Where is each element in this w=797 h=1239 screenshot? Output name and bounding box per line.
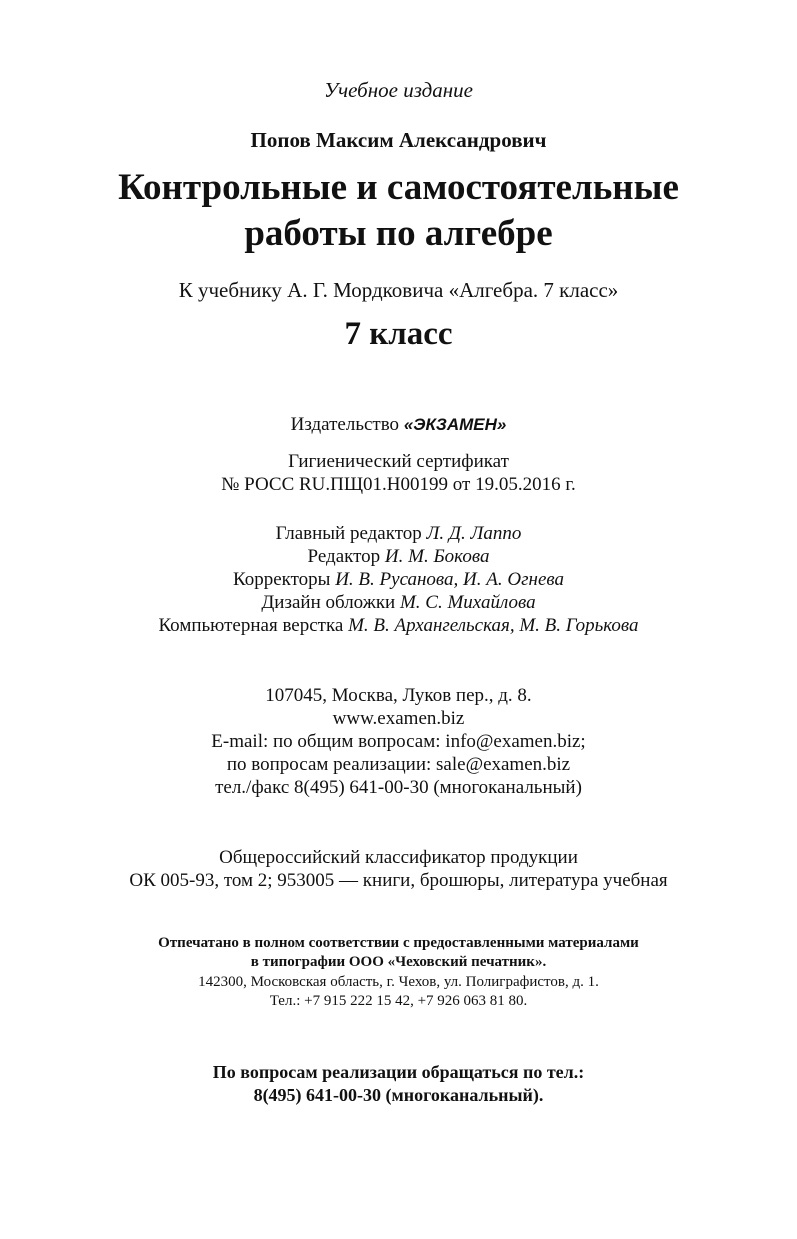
- publisher-name: «ЭКЗАМЕН»: [403, 415, 507, 434]
- printing-phone: Тел.: +7 915 222 15 42, +7 926 063 81 80.: [269, 993, 528, 1009]
- publisher-website: www.examen.biz: [332, 708, 465, 729]
- credit-editor: Редактор И. М. Бокова: [307, 546, 490, 567]
- grade-label: 7 класс: [344, 316, 453, 352]
- footer-line-1: По вопросам реализации обращаться по тел.:: [212, 1062, 585, 1082]
- publisher-address: 107045, Москва, Луков пер., д. 8.: [265, 685, 532, 706]
- phone-fax: тел./факс 8(495) 641-00-30 (многоканальный): [215, 777, 582, 798]
- email-sales: по вопросам реализации: sale@examen.biz: [226, 754, 571, 775]
- certificate-title: Гигиенический сертификат: [288, 451, 509, 472]
- credit-chief-editor: Главный редактор Л. Д. Лаппо: [275, 523, 522, 544]
- publisher-label: Издательство: [290, 414, 404, 435]
- classifier-title: Общероссийский классификатор продукции: [219, 847, 578, 868]
- footer-line-2: 8(495) 641-00-30 (многоканальный).: [253, 1085, 544, 1105]
- email-general: E-mail: по общим вопросам: info@examen.biz;: [211, 731, 586, 752]
- classifier-code: ОК 005-93, том 2; 953005 — книги, брошюры, литература учебная: [129, 870, 668, 891]
- credit-layout: Компьютерная верстка М. В. Архангельская, М. В. Горькова: [158, 615, 639, 636]
- printing-address: 142300, Московская область, г. Чехов, ул. Полиграфистов, д. 1.: [198, 974, 599, 990]
- certificate-number: № РОСС RU.ПЩ01.Н00199 от 19.05.2016 г.: [221, 474, 576, 495]
- author-name: Попов Максим Александрович: [250, 128, 547, 152]
- edition-type: Учебное издание: [323, 78, 474, 102]
- credit-cover-design: Дизайн обложки М. С. Михайлова: [261, 592, 536, 613]
- title-line-2: работы по алгебре: [244, 213, 553, 254]
- title-line-1: Контрольные и самостоятельные: [118, 167, 679, 208]
- printing-line-2: в типографии ООО «Чеховский печатник».: [250, 954, 547, 970]
- credit-proofreaders: Корректоры И. В. Русанова, И. А. Огнева: [232, 569, 564, 590]
- textbook-reference: К учебнику А. Г. Мордковича «Алгебра. 7 класс»: [178, 278, 619, 302]
- printing-line-1: Отпечатано в полном соответствии с предоставленными материалами: [158, 935, 639, 951]
- publisher-line: [0, 413, 797, 436]
